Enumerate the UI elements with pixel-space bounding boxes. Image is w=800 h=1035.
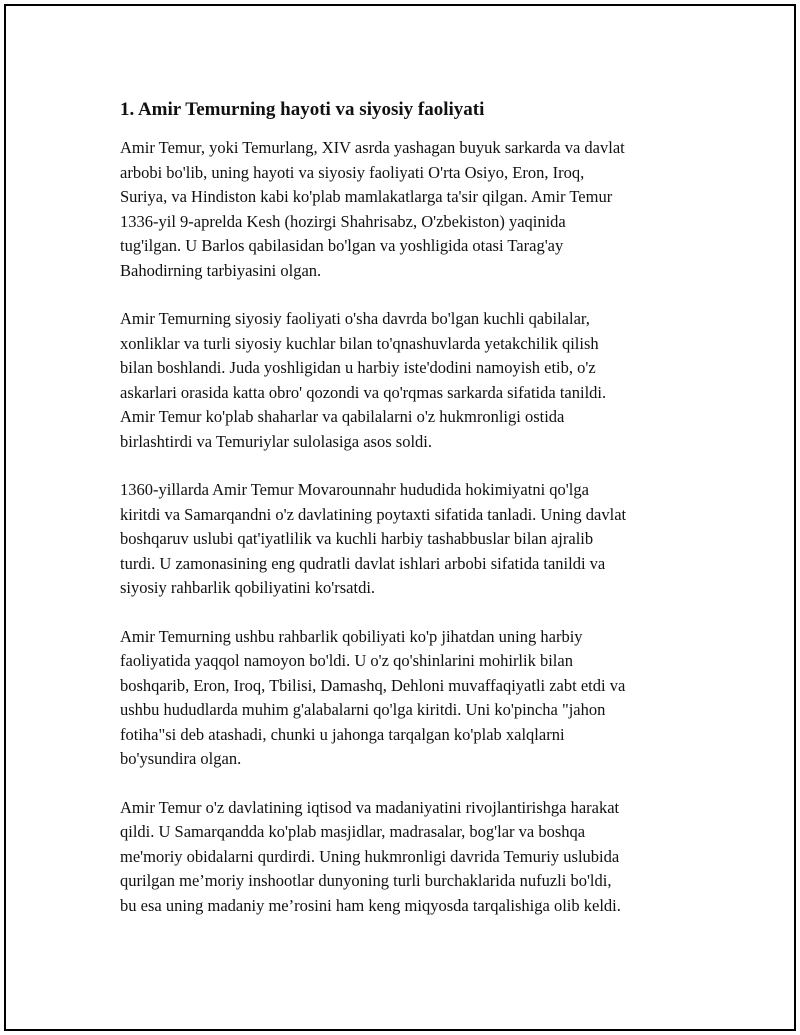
text-line: turdi. U zamonasining eng qudratli davlat ishlari arbobi sifatida tanildi va [120,553,606,573]
paragraph-3 [120,478,700,601]
text-line: Amir Temurning ushbu rahbarlik qobiliyati ko'p jihatdan uning harbiy [120,626,583,646]
text-line: bo'ysundira olgan. [120,749,242,768]
text-line: bu esa uning madaniy me’rosini ham keng miqyosda tarqalishiga olib keldi. [120,895,621,915]
text-line: bilan boshlandi. Juda yoshligidan u harbiy iste'dodini namoyish etib, o'z [120,358,596,377]
paragraph-1 [120,136,700,283]
text-line: me'moriy obidalarni qurdirdi. Uning hukmronligi davrida Temuriy uslubida [120,846,620,866]
text-line: Amir Temurning siyosiy faoliyati o'sha davrda bo'lgan kuchli qabilalar, [120,309,590,328]
document-body [120,96,700,942]
text-line: 1360-yillarda Amir Temur Movarounnahr hududida hokimiyatni qo'lga [120,480,589,499]
text-line: qildi. U Samarqandda ko'plab masjidlar, madrasalar, bog'lar va boshqa [120,822,586,841]
text-line: askarlari orasida katta obro' qozondi va qo'rqmas sarkarda sifatida tanildi. [120,382,607,402]
text-line: faoliyatida yaqqol namoyon bo'ldi. U o'z qo'shinlarini mohirlik bilan [120,651,573,670]
text-line: Amir Temur, yoki Temurlang, XIV asrda yashagan buyuk sarkarda va davlat [120,138,625,157]
text-line: tug'ilgan. U Barlos qabilasidan bo'lgan va yoshligida otasi Tarag'ay [120,236,564,255]
text-line: arbobi bo'lib, uning hayoti va siyosiy faoliyati O'rta Osiyo, Eron, Iroq, [120,162,585,182]
paragraph-4 [120,625,700,772]
text-line: boshqarib, Eron, Iroq, Tbilisi, Damashq, Dehloni muvaffaqiyatli zabt etdi va [120,675,626,695]
text-line: Bahodirning tarbiyasini olgan. [120,260,322,280]
text-line: Suriya, va Hindiston kabi ko'plab mamlakatlarga ta'sir qilgan. Amir Temur [120,187,613,206]
text-line: xonliklar va turli siyosiy kuchlar bilan to'qnashuvlarda yetakchilik qilish [120,333,599,353]
paragraph-5 [120,796,700,919]
text-line: boshqaruv uslubi qat'iyatlilik va kuchli harbiy tashabbuslar bilan ajralib [120,529,594,548]
paragraph-2 [120,307,700,454]
text-line: fotiha"si deb atashadi, chunki u jahonga tarqalgan ko'plab xalqlarni [120,724,565,744]
text-line: siyosiy rahbarlik qobiliyatini ko'rsatdi. [120,578,376,597]
text-line: Amir Temur o'z davlatining iqtisod va madaniyatini rivojlantirishga harakat [120,797,620,817]
page-frame [4,4,796,1031]
text-line: Amir Temur ko'plab shaharlar va qabilalarni o'z hukmronligi ostida [120,407,565,426]
text-line: ushbu hududlarda muhim g'alabalarni qo'lga kiritdi. Uni ko'pincha "jahon [120,700,606,719]
text-line: 1336-yil 9-aprelda Kesh (hozirgi Shahrisabz, O'zbekiston) yaqinida [120,211,566,231]
document-title: 1. Amir Temurning hayoti va siyosiy faoliyati [120,99,485,120]
text-line: kiritdi va Samarqandni o'z davlatining poytaxti sifatida tanladi. Uning davlat [120,504,627,524]
text-line: qurilgan me’moriy inshootlar dunyoning turli burchaklarida nufuzli bo'ldi, [120,871,612,890]
text-line: birlashtirdi va Temuriylar sulolasiga asos soldi. [120,431,432,451]
